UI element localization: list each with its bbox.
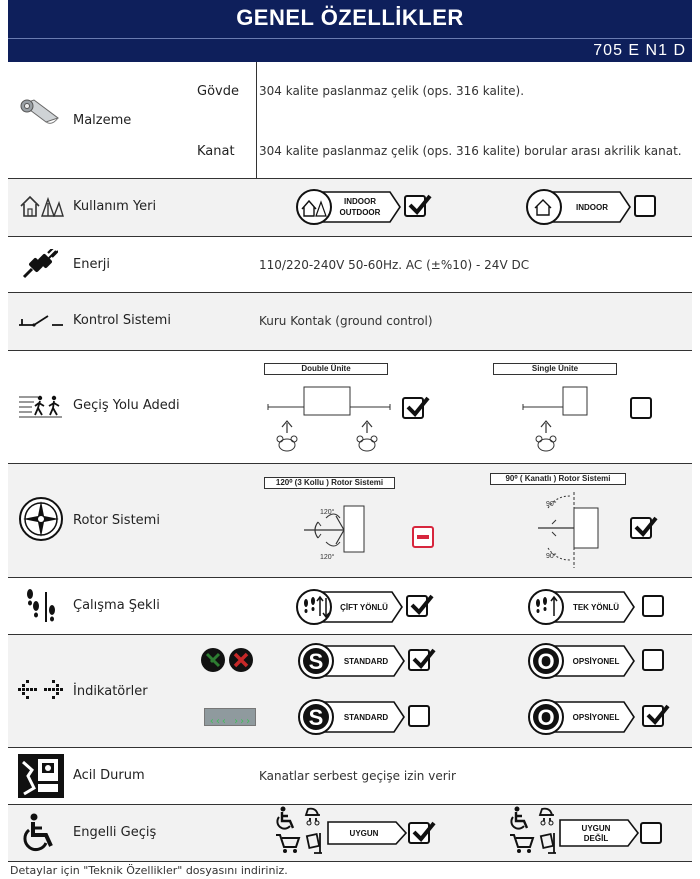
accessibility-group-icon-1	[270, 805, 330, 863]
not-suitable-checkbox[interactable]	[640, 822, 662, 844]
not-suitable-tag	[558, 816, 644, 850]
single-unit-diagram	[513, 377, 593, 461]
material-label: Malzeme	[73, 113, 132, 128]
standard-letter-1: S	[308, 649, 324, 674]
operation-label: Çalışma Şekli	[73, 598, 160, 613]
standard-tag-2	[296, 698, 408, 732]
rotor-90-title: 90⁰ ( Kanatlı ) Rotor Sistemi	[490, 473, 626, 485]
disabled-label: Engelli Geçiş	[73, 825, 157, 840]
indicators-row	[8, 635, 692, 747]
material-wing-label: Kanat	[197, 144, 235, 159]
checkmark-icon	[645, 703, 671, 729]
optional-text-2: OPSİYONEL	[572, 713, 620, 722]
usage-indoor-checkbox[interactable]	[634, 195, 656, 217]
double-unit-title: Double Ünite	[264, 363, 388, 375]
energy-value: 110/220-240V 50-60Hz. AC (±%10) - 24V DC	[259, 258, 530, 272]
plug-icon	[22, 249, 58, 283]
page-title: GENEL ÖZELLİKLER	[236, 5, 464, 30]
passage-label: Geçiş Yolu Adedi	[73, 398, 180, 413]
rotor-90-angle-top: 90°	[546, 501, 557, 508]
optional-tag-2	[526, 698, 638, 732]
single-unit-title: Single Ünite	[493, 363, 617, 375]
standard-letter-2: S	[308, 705, 324, 730]
footsteps-icon	[22, 586, 58, 630]
standard-tag-1	[296, 642, 408, 676]
double-unit-diagram	[264, 377, 394, 461]
control-label: Kontrol Sistemi	[73, 313, 171, 328]
material-body-value: 304 kalite paslanmaz çelik (ops. 316 kalite).	[259, 84, 525, 98]
disabled-row	[8, 805, 692, 861]
header-divider	[8, 38, 692, 39]
unidirectional-tag	[526, 588, 638, 622]
unidirectional-checkbox[interactable]	[642, 595, 664, 617]
tag-indoor-only-text: INDOOR	[576, 203, 608, 212]
arrow-led-text: ‹‹‹ ›››	[208, 716, 252, 727]
indicator-optional-2-checkbox[interactable]	[642, 705, 664, 727]
optional-letter-1: O	[537, 649, 555, 674]
indicator-standard-1-checkbox[interactable]	[408, 649, 430, 671]
rotor-icon	[18, 496, 64, 546]
bidirectional-tag	[294, 588, 406, 622]
standard-text-2: STANDARD	[343, 713, 389, 722]
control-row	[8, 293, 692, 350]
arrow-led-bar-icon	[204, 708, 256, 726]
passage-row	[8, 351, 692, 463]
wheelchair-icon	[20, 813, 60, 857]
usage-label: Kullanım Yeri	[73, 199, 157, 214]
switch-icon	[18, 313, 64, 333]
indoor-tag	[524, 188, 634, 222]
checkmark-icon	[405, 395, 431, 421]
indicators-label: İndikatörler	[73, 684, 148, 699]
accessibility-group-icon-2	[504, 805, 564, 863]
rotor-90-diagram	[536, 490, 606, 574]
control-value: Kuru Kontak (ground control)	[259, 314, 433, 328]
pedestrians-icon	[18, 393, 64, 423]
indoor-outdoor-icon	[18, 193, 64, 223]
optional-text-1: OPSİYONEL	[572, 657, 620, 666]
unidirectional-text: TEK YÖNLÜ	[572, 603, 620, 612]
rotor-90-checkbox[interactable]	[630, 517, 652, 539]
material-row	[8, 62, 692, 178]
arrows-indicator-icon	[16, 679, 66, 705]
indicator-standard-2-checkbox[interactable]	[408, 705, 430, 727]
not-suitable-text-1: UYGUN	[581, 824, 611, 833]
operation-row	[8, 578, 692, 634]
optional-tag-1	[526, 642, 638, 676]
double-unit-checkbox[interactable]	[402, 397, 424, 419]
material-body-label: Gövde	[197, 84, 239, 99]
emergency-label: Acil Durum	[73, 768, 145, 783]
suitable-tag	[326, 816, 412, 850]
material-wing-value: 304 kalite paslanmaz çelik (ops. 316 kalite) borular arası akrilik kanat.	[259, 144, 682, 158]
rotor-120-minus-checkbox[interactable]	[412, 526, 434, 548]
footer-note: Detaylar için "Teknik Özellikler" dosyasını indiriniz.	[10, 864, 288, 877]
divider	[8, 861, 692, 862]
rotor-120-angle-bottom: 120°	[320, 554, 335, 561]
rotor-row	[8, 464, 692, 577]
material-divider	[256, 62, 257, 178]
not-suitable-text-2: DEĞİL	[583, 834, 609, 843]
model-code: 705 E N1 D	[593, 42, 686, 59]
steel-roll-icon	[18, 96, 62, 134]
tag-indoor-text: INDOOR	[344, 197, 376, 206]
standard-text-1: STANDARD	[343, 657, 389, 666]
minus-icon	[417, 535, 429, 539]
bidirectional-checkbox[interactable]	[406, 595, 428, 617]
rotor-120-angle-top: 120°	[320, 509, 335, 516]
suitable-text: UYGUN	[349, 829, 379, 838]
rotor-label: Rotor Sistemi	[73, 513, 160, 528]
checkmark-icon	[409, 593, 435, 619]
suitable-checkbox[interactable]	[408, 822, 430, 844]
energy-label: Enerji	[73, 257, 111, 272]
rotor-90-angle-bottom: 90°	[546, 553, 557, 560]
usage-row	[8, 179, 692, 236]
indoor-outdoor-tag	[294, 188, 404, 222]
rotor-120-diagram	[296, 496, 372, 568]
usage-indoor-outdoor-checkbox[interactable]	[404, 195, 426, 217]
header	[8, 0, 692, 62]
checkmark-icon	[411, 820, 437, 846]
tag-outdoor-text: OUTDOOR	[339, 208, 381, 217]
emergency-value: Kanatlar serbest geçişe izin verir	[259, 769, 456, 783]
checkmark-icon	[633, 515, 659, 541]
optional-letter-2: O	[537, 705, 555, 730]
checkmark-icon	[411, 647, 437, 673]
green-red-led-icon	[200, 647, 256, 677]
checkmark-icon	[407, 193, 433, 219]
indicator-optional-1-checkbox[interactable]	[642, 649, 664, 671]
emergency-break-glass-icon	[18, 754, 64, 802]
rotor-120-title: 120⁰ (3 Kollu ) Rotor Sistemi	[264, 477, 395, 489]
energy-row	[8, 237, 692, 292]
bidirectional-text: ÇİFT YÖNLÜ	[340, 603, 388, 612]
emergency-row	[8, 748, 692, 804]
single-unit-checkbox[interactable]	[630, 397, 652, 419]
